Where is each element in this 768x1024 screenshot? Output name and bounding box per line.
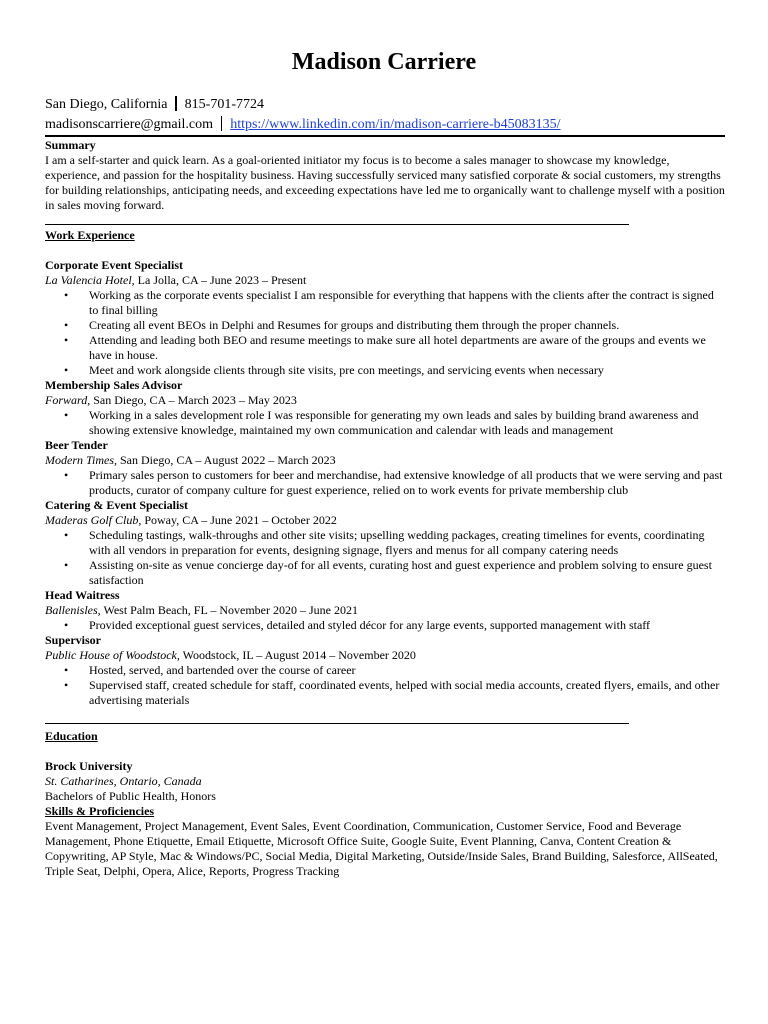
employer-name: Maderas Golf Club, (45, 513, 142, 527)
header-divider (45, 135, 725, 137)
job-title: Head Waitress (45, 588, 120, 602)
job-bullet-list (45, 468, 725, 498)
skills-text: Event Management, Project Management, Event Sales, Event Coordination, Communication, Customer Service, Food and Beverage Management, Phone Etiquette, Email Etiquette, Microsoft Office Suite, Google Suite, Event Planning, Canva, Content Creation & Copywriting, AP Style, Mac & Windows/PC, Social Media, Digital Marketing, Outside/Inside Sales, Brand Building, Salesforce, AllSeated, Triple Seat, Delphi, Opera, Alice, Reports, Progress Tracking (45, 819, 718, 878)
job-meta (45, 393, 725, 408)
job-location-dates: Poway, CA – June 2021 – October 2022 (141, 513, 337, 527)
candidate-name: Madison Carriere (291, 49, 477, 75)
section-divider (45, 224, 629, 225)
job-meta (45, 603, 725, 618)
contact-line-2 (45, 116, 561, 133)
job-bullet: • Working as the corporate events specialist I am responsible for everything that happens with the clients after the contract is signed to final billing (45, 288, 725, 318)
job-meta (45, 453, 725, 468)
summary-heading: Summary (45, 138, 96, 152)
job-location-dates: West Palm Beach, FL – November 2020 – June 2021 (100, 603, 359, 617)
job-bullet: • Attending and leading both BEO and resume meetings to make sure all hotel departments are aware of the groups and events we have in house. (45, 333, 725, 363)
summary-text: I am a self-starter and quick learn. As a goal-oriented initiator my focus is to become a sales manager to showcase my knowledge, experience, and passion for the hospitality business. Having successfully serviced many satisfied corporate & social customers, my strengths for building relationships, anticipating needs, and exceeding expectations have led me to organically want to challenge myself with a position in sales moving forward. (45, 153, 725, 212)
job-entry (45, 378, 725, 438)
job-location-dates: La Jolla, CA – June 2023 – Present (134, 273, 307, 287)
work-experience-heading: Work Experience (45, 228, 135, 242)
linkedin-link[interactable]: https://www.linkedin.com/in/madison-carriere-b45083135/ (230, 117, 561, 132)
employer-name: Ballenisles, (45, 603, 101, 617)
job-bullet: • Supervised staff, created schedule for staff, coordinated events, helped with social media accounts, created flyers, emails, and other advertising materials (45, 678, 725, 708)
job-title: Supervisor (45, 633, 102, 647)
job-title: Catering & Event Specialist (45, 498, 188, 512)
contact-line-1 (45, 96, 264, 113)
job-list (45, 258, 725, 708)
job-title: Corporate Event Specialist (45, 258, 183, 272)
degree-text: Bachelors of Public Health, Honors (45, 789, 216, 803)
contact-separator (175, 96, 176, 111)
employer-name: La Valencia Hotel, (45, 273, 135, 287)
job-bullet: • Meet and work alongside clients through site visits, pre con meetings, and servicing events when necessary (45, 363, 725, 378)
skills-heading: Skills & Proficiencies (45, 804, 155, 818)
employer-name: Modern Times, (45, 453, 117, 467)
job-entry (45, 258, 725, 378)
school-name: Brock University (45, 759, 133, 773)
job-entry (45, 438, 725, 498)
job-bullet: • Creating all event BEOs in Delphi and Resumes for groups and distributing them through the proper channels. (45, 318, 725, 333)
job-bullet-list (45, 528, 725, 588)
education-section (45, 729, 725, 879)
job-bullet: • Provided exceptional guest services, detailed and styled décor for any large events, supported management with staff (45, 618, 725, 633)
job-title: Beer Tender (45, 438, 108, 452)
job-entry (45, 498, 725, 588)
summary-section (45, 138, 725, 213)
job-bullet: • Scheduling tastings, walk-throughs and other site visits; upselling wedding packages, creating timelines for events, coordinating with all vendors in preparation for events, designing signage, flyers and menus for all company catering needs (45, 528, 725, 558)
job-entry (45, 633, 725, 708)
work-experience-section (45, 228, 725, 708)
location-text: San Diego, California (45, 97, 168, 112)
job-bullet-list (45, 663, 725, 708)
job-bullet-list (45, 618, 725, 633)
job-bullet: • Working in a sales development role I was responsible for generating my own leads and sales by building brand awareness and showing extensive knowledge, maintained my own communication and calendar with leads and management (45, 408, 725, 438)
employer-name: Forward, (45, 393, 91, 407)
job-location-dates: Woodstock, IL – August 2014 – November 2020 (179, 648, 416, 662)
school-location: St. Catharines, Ontario, Canada (45, 774, 202, 788)
job-entry (45, 588, 725, 633)
job-meta (45, 648, 725, 663)
job-bullet: • Assisting on-site as venue concierge day-of for all events, curating host and guest experience and problem solving to ensure guest satisfaction (45, 558, 725, 588)
job-location-dates: San Diego, CA – August 2022 – March 2023 (117, 453, 336, 467)
employer-name: Public House of Woodstock, (45, 648, 180, 662)
job-bullet: • Primary sales person to customers for beer and merchandise, had extensive knowledge of all products that we were serving and past products, curator of company culture for guest experience, relied on to work events for private membership club (45, 468, 725, 498)
education-heading: Education (45, 729, 98, 743)
email-text: madisonscarriere@gmail.com (45, 117, 213, 132)
job-title: Membership Sales Advisor (45, 378, 183, 392)
contact-separator (221, 116, 222, 131)
job-bullet-list (45, 288, 725, 378)
job-meta (45, 273, 725, 288)
phone-text: 815-701-7724 (184, 97, 264, 112)
job-bullet-list (45, 408, 725, 438)
job-meta (45, 513, 725, 528)
job-bullet: • Hosted, served, and bartended over the course of career (45, 663, 725, 678)
job-location-dates: San Diego, CA – March 2023 – May 2023 (90, 393, 297, 407)
section-divider (45, 723, 629, 724)
